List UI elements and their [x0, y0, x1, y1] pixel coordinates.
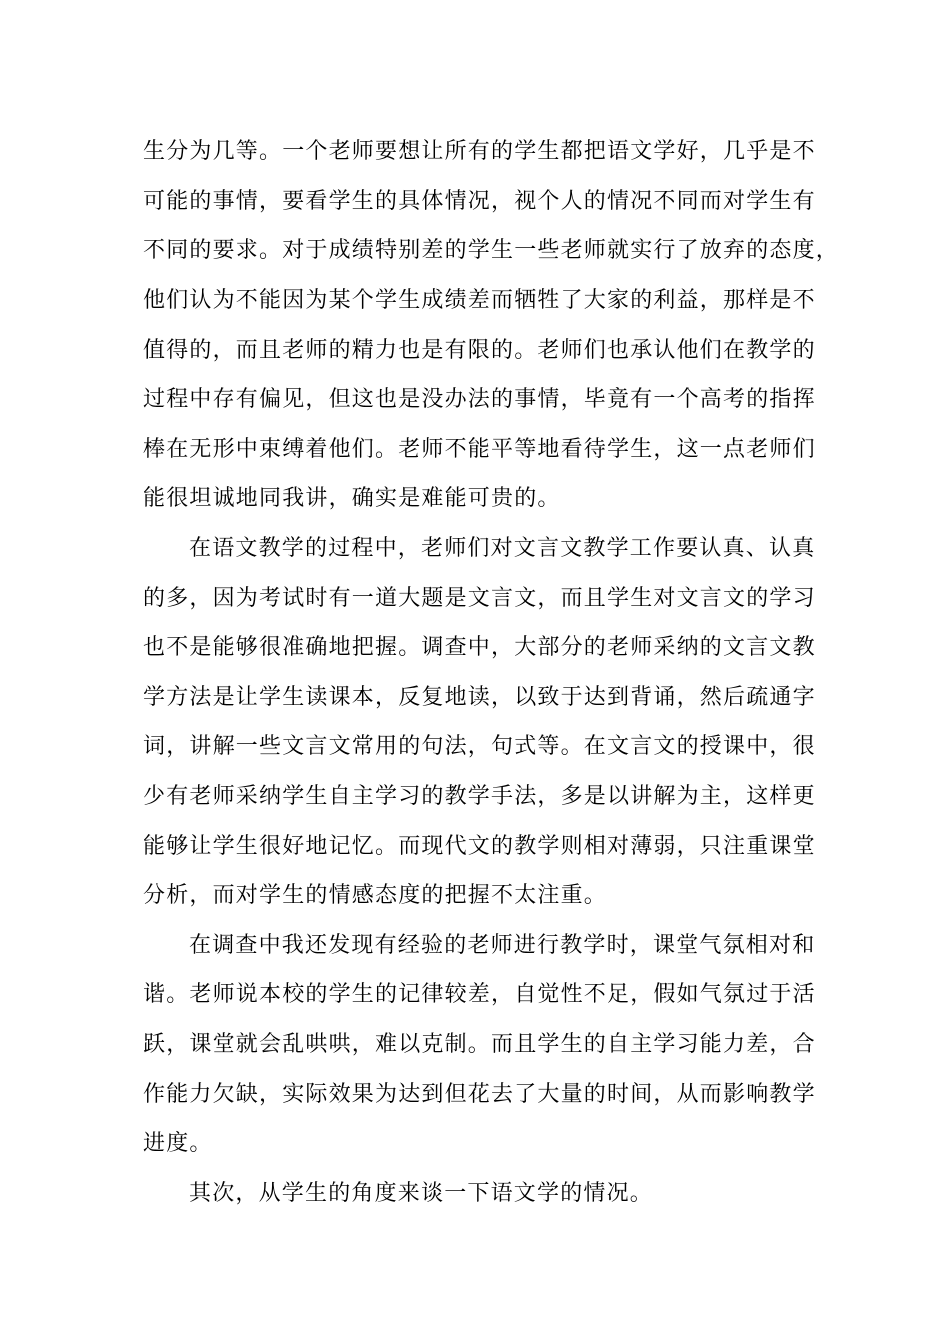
paragraph-1-line-6: 过程中存有偏见，但这也是没办法的事情，毕竟有一个高考的指挥 — [143, 387, 816, 412]
paragraph-2-line-4: 学方法是让学生读课本，反复地读，以致于达到背诵，然后疏通字 — [143, 685, 816, 710]
paragraph-4-line-1: 其次，从学生的角度来谈一下语文学的情况。 — [189, 1181, 654, 1206]
paragraph-1-line-7: 棒在无形中束缚着他们。老师不能平等地看待学生，这一点老师们 — [143, 437, 816, 462]
paragraph-3-line-4: 作能力欠缺，实际效果为达到但花去了大量的时间，从而影响教学 — [143, 1082, 816, 1107]
paragraph-3-line-2: 谐。老师说本校的学生的记律较差，自觉性不足，假如气氛过于活 — [143, 982, 816, 1007]
paragraph-2-line-2: 的多，因为考试时有一道大题是文言文，而且学生对文言文的学习 — [143, 586, 816, 611]
paragraph-2-line-6: 少有老师采纳学生自主学习的教学手法，多是以讲解为主，这样更 — [143, 784, 816, 809]
paragraph-2-line-8: 分析，而对学生的情感态度的把握不太注重。 — [143, 883, 608, 908]
paragraph-3-line-5: 进度。 — [143, 1131, 213, 1156]
paragraph-2-line-7: 能够让学生很好地记忆。而现代文的教学则相对薄弱，只注重课堂 — [143, 834, 816, 859]
paragraph-1-line-5: 值得的，而且老师的精力也是有限的。老师们也承认他们在教学的 — [143, 338, 816, 363]
paragraph-1-line-1: 生分为几等。一个老师要想让所有的学生都把语文学好，几乎是不 — [143, 139, 816, 164]
paragraph-2-line-3: 也不是能够很准确地把握。调查中，大部分的老师采纳的文言文教 — [143, 635, 816, 660]
paragraph-3-line-1: 在调查中我还发现有经验的老师进行教学时，课堂气氛相对和 — [189, 933, 816, 958]
paragraph-1-line-2: 可能的事情，要看学生的具体情况，视个人的情况不同而对学生有 — [143, 189, 816, 214]
paragraph-2-line-1: 在语文教学的过程中，老师们对文言文教学工作要认真、认真 — [189, 536, 816, 561]
paragraph-1-line-4: 他们认为不能因为某个学生成绩差而牺牲了大家的利益，那样是不 — [143, 288, 816, 313]
paragraph-1-line-3: 不同的要求。对于成绩特别差的学生一些老师就实行了放弃的态度， — [143, 238, 840, 263]
paragraph-3-line-3: 跃，课堂就会乱哄哄，难以克制。而且学生的自主学习能力差，合 — [143, 1032, 816, 1057]
paragraph-2-line-5: 词，讲解一些文言文常用的句法，句式等。在文言文的授课中，很 — [143, 734, 816, 759]
paragraph-1-line-8: 能很坦诚地同我讲，确实是难能可贵的。 — [143, 486, 561, 511]
